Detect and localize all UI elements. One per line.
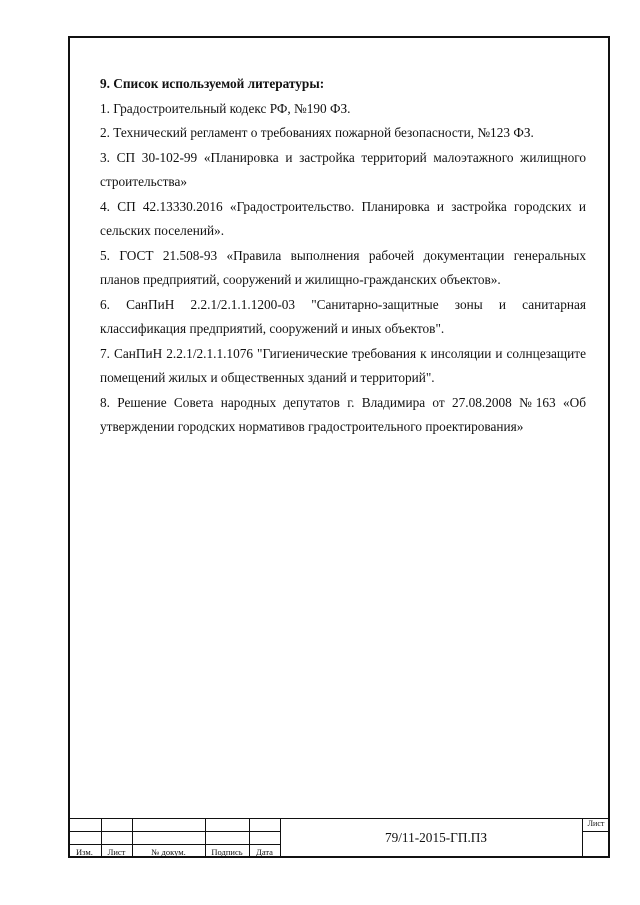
title-block (68, 818, 610, 858)
list-label: Лист (107, 847, 126, 857)
reference-item-6: 6. СанПиН 2.2.1/2.1.1.1200-03 "Санитарно-защитные зоны и санитарная классификация предприятий, сооружений и иных объектов". (100, 296, 586, 336)
izm-label: Изм. (76, 847, 93, 857)
reference-item-5: 5. ГОСТ 21.508-93 «Правила выполнения рабочей документации генеральных планов предприятий, сооружений и жилищно-гражданских объектов». (100, 247, 586, 287)
reference-item-2: 2. Технический регламент о требованиях пожарной безопасности, №123 ФЗ. (100, 125, 534, 140)
sheet-label: Лист (587, 819, 605, 828)
reference-item-3: 3. СП 30-102-99 «Планировка и застройка территорий малоэтажного жилищного строительства» (100, 149, 586, 189)
document-code: 79/11-2015-ГП.ПЗ (384, 830, 488, 845)
reference-item-1: 1. Градостроительный кодекс РФ, №190 ФЗ. (100, 100, 351, 116)
section-heading: 9. Список используемой литературы: (100, 76, 325, 91)
reference-item-7: 7. СанПиН 2.2.1/2.1.1.1076 "Гигиенические требования к инсоляции и солнцезащите помещений жилых и общественных зданий и территорий". (100, 345, 586, 385)
date-label: Дата (256, 847, 273, 857)
signature-label: Подпись (211, 847, 243, 857)
document-body (100, 72, 586, 440)
reference-item-4: 4. СП 42.13330.2016 «Градостроительство. Планировка и застройка городских и сельских поселений». (100, 198, 586, 238)
doc-number-label: № докум. (151, 847, 186, 857)
reference-item-8: 8. Решение Совета народных депутатов г. Владимира от 27.08.2008 №163 «Об утверждении городских нормативов градостроительного проектирования» (100, 394, 586, 434)
